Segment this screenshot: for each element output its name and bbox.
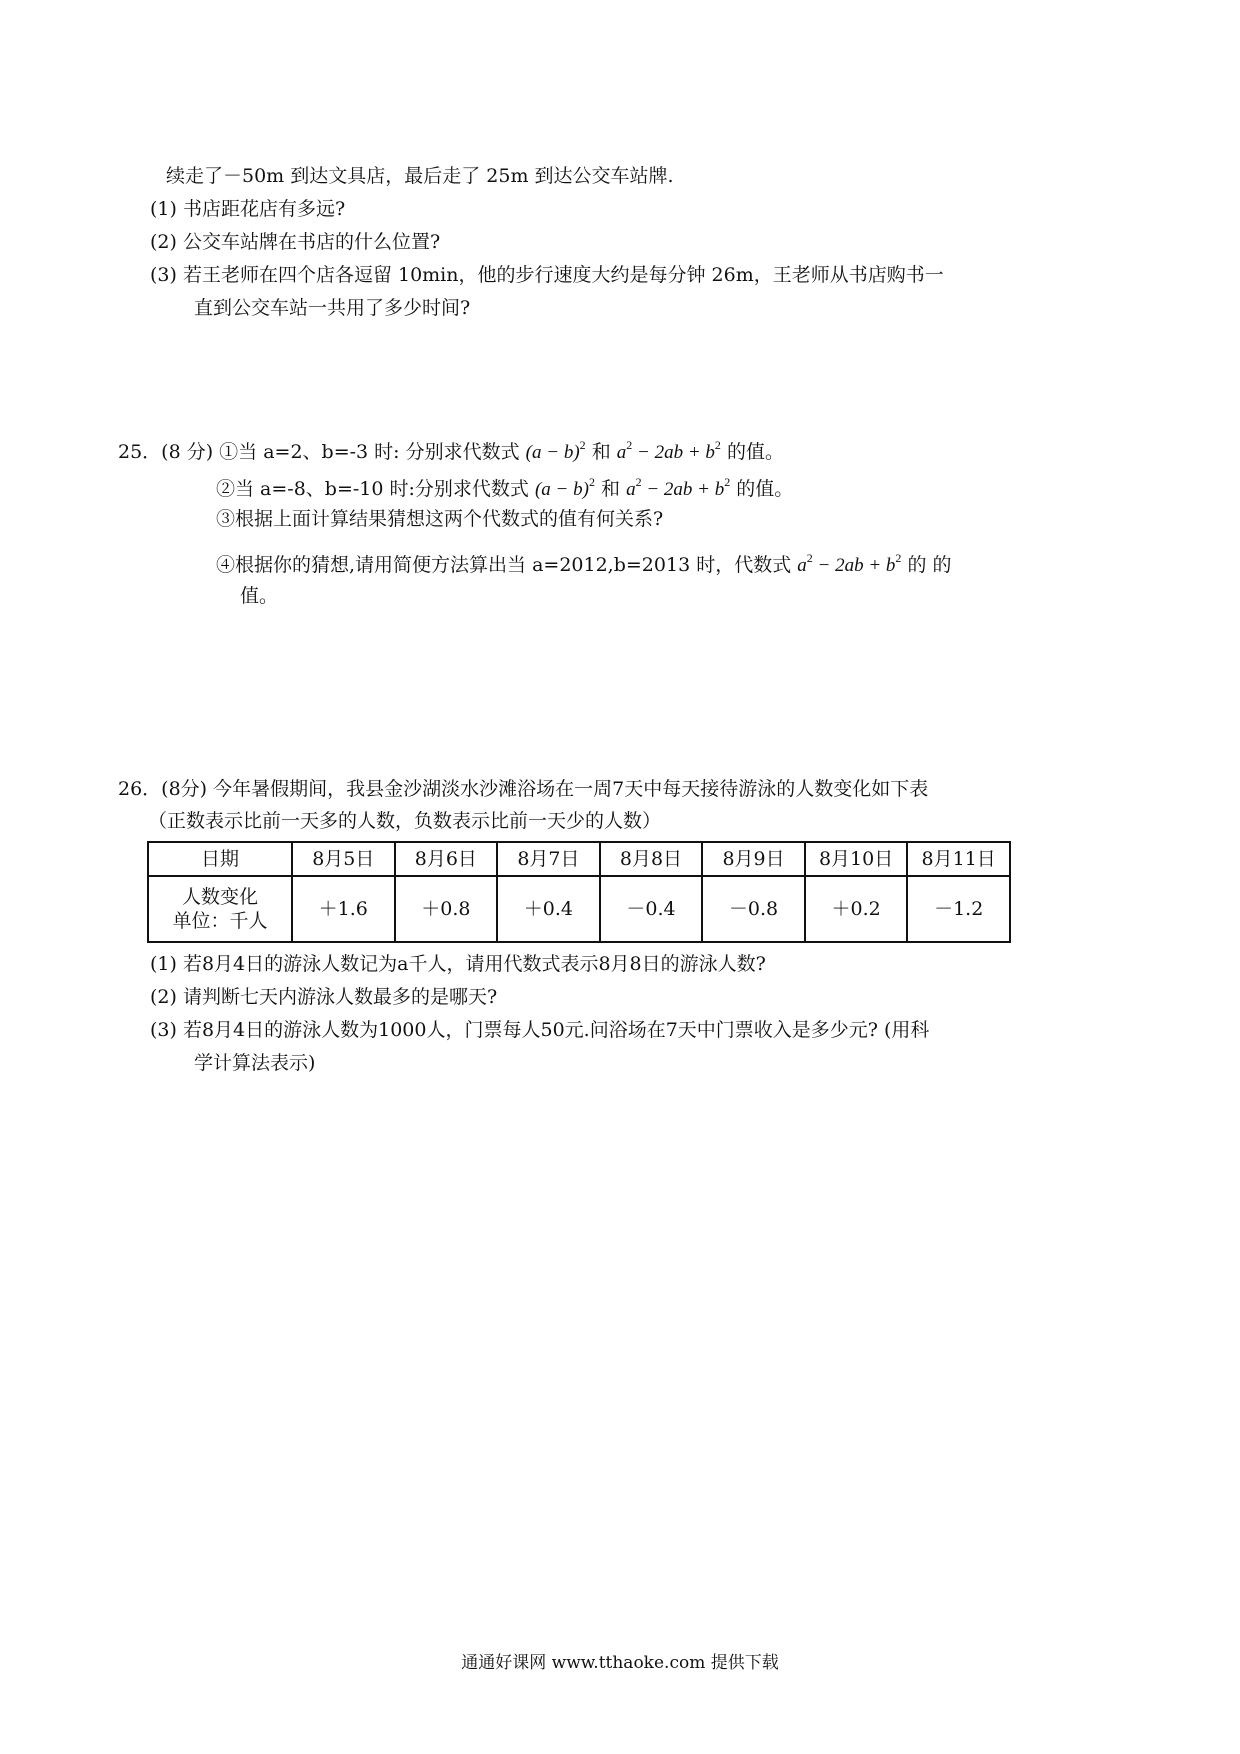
expr-a-minus-b-squared: $(a - b)^2$	[525, 438, 586, 463]
table-value-cell: ＋0.4	[497, 876, 600, 942]
q26-part3-line2: 学计算法表示)	[194, 1052, 316, 1074]
q26-line1: 26．(8分) 今年暑假期间，我县金沙湖淡水沙滩浴场在一周7天中每天接待游泳的人数变化如下表	[118, 778, 929, 800]
footer-source: 通通好课网 www.tthaoke.com 提供下载	[461, 1653, 779, 1673]
q25-line1-text: 25．(8 分) ①当 a=2、b=-3 时: 分别求代数式	[118, 441, 520, 463]
visitor-change-table	[147, 841, 1011, 943]
q24-part3-line2: 直到公交车站一共用了多少时间?	[194, 297, 471, 319]
q26-part2: (2) 请判断七天内游泳人数最多的是哪天?	[150, 986, 498, 1008]
table-header-row	[148, 842, 1010, 876]
q25-line4	[216, 545, 952, 579]
table-value-cell: －1.2	[907, 876, 1010, 942]
q25-line4-suffix: 的 的	[907, 554, 952, 576]
q24-part1: (1) 书店距花店有多远?	[150, 198, 346, 220]
table-value-row	[148, 876, 1010, 942]
q25-line1	[118, 432, 784, 466]
table-date-cell: 8月9日	[702, 842, 805, 876]
expr-a2-2ab-b2: $a^2 - 2ab + b^2$	[616, 438, 721, 463]
q25-line3: ③根据上面计算结果猜想这两个代数式的值有何关系?	[216, 508, 664, 530]
q24-part2: (2) 公交车站牌在书店的什么位置?	[150, 231, 441, 253]
q25-line4-text: ④根据你的猜想,请用简便方法算出当 a=2012,b=2013 时，代数式	[216, 554, 792, 576]
table-value-cell: ＋1.6	[292, 876, 395, 942]
q24-part3-line1: (3) 若王老师在四个店各逗留 10min，他的步行速度大约是每分钟 26m，王老师从书店购书一	[150, 264, 944, 286]
q26-line2: （正数表示比前一天多的人数，负数表示比前一天少的人数）	[148, 810, 662, 832]
q24-continuation: 续走了－50m 到达文具店，最后走了 25m 到达公交车站牌.	[166, 165, 674, 187]
q25-line2	[216, 469, 793, 503]
row-label-line2: 单位：千人	[172, 910, 268, 932]
table-value-cell: ＋0.8	[395, 876, 498, 942]
q25-line5: 值。	[240, 585, 279, 607]
table-header-label: 日期	[148, 842, 292, 876]
table-date-cell: 8月8日	[600, 842, 703, 876]
table-date-cell: 8月7日	[497, 842, 600, 876]
q26-part3-line1: (3) 若8月4日的游泳人数为1000人，门票每人50元.问浴场在7天中门票收入是多少元? (用科	[150, 1019, 930, 1041]
expr-a-minus-b-squared: $(a - b)^2$	[534, 475, 595, 500]
expr-a2-2ab-b2: $a^2 - 2ab + b^2$	[626, 475, 731, 500]
table-date-cell: 8月6日	[395, 842, 498, 876]
table-date-cell: 8月11日	[907, 842, 1010, 876]
q26-part1: (1) 若8月4日的游泳人数记为a千人，请用代数式表示8月8日的游泳人数?	[150, 953, 766, 975]
value-suffix: 的值。	[726, 441, 784, 463]
table-date-cell: 8月10日	[805, 842, 908, 876]
and-word: 和	[591, 441, 611, 463]
table-value-cell: －0.8	[702, 876, 805, 942]
value-suffix: 的值。	[736, 478, 794, 500]
q25-line2-text: ②当 a=-8、b=-10 时:分别求代数式	[216, 478, 529, 500]
and-word: 和	[601, 478, 621, 500]
table-value-cell: －0.4	[600, 876, 703, 942]
expr-a2-2ab-b2: $a^2 - 2ab + b^2$	[797, 551, 902, 576]
table-row-label	[148, 876, 292, 942]
row-label-line1: 人数变化	[181, 886, 258, 908]
table-value-cell: ＋0.2	[805, 876, 908, 942]
table-date-cell: 8月5日	[292, 842, 395, 876]
